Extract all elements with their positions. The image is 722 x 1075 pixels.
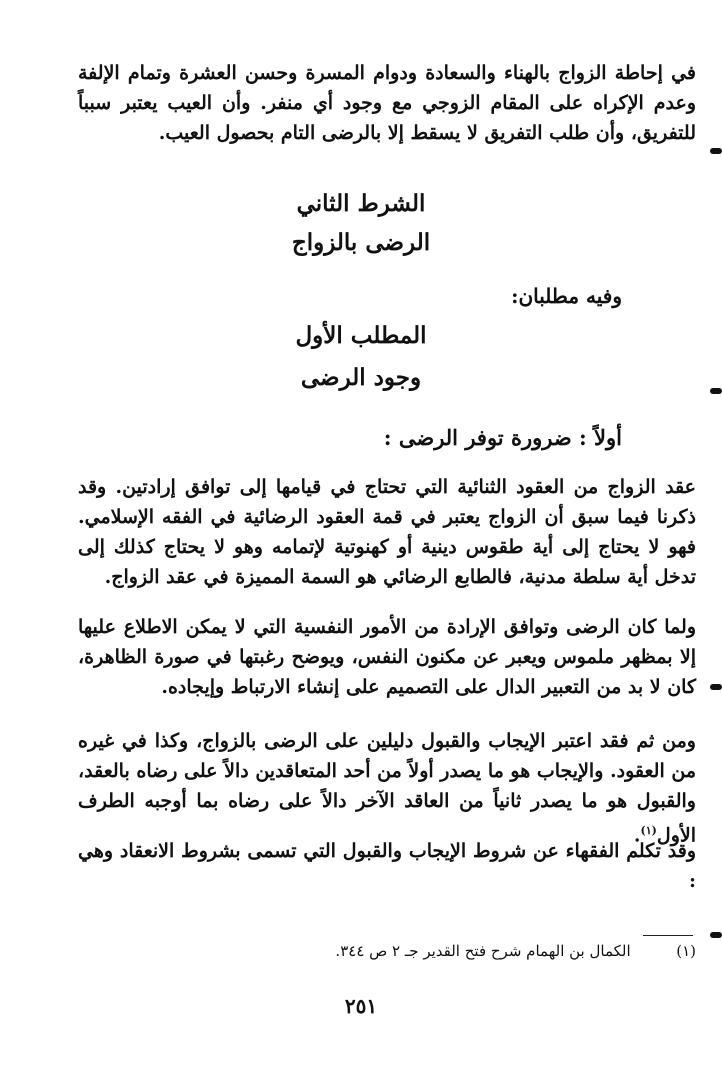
section-title: المطلب الأول xyxy=(295,322,427,349)
footnote-text: الكمال بن الهمام شرح فتح القدير جـ ٢ ص ٣٤٤. xyxy=(335,942,631,960)
footnote-divider xyxy=(643,935,693,936)
footnote xyxy=(78,942,696,960)
top-paragraph: في إحاطة الزواج بالهناء والسعادة ودوام المسرة وحسن العشرة وتمام الإلفة وعدم الإكراه على المقام الزوجي مع وجود أي منفر. وأن العيب يعتبر سبباً للتفريق، وأن طلب التفريق لا يسقط إلا بالرضى التام بحصول العيب. xyxy=(78,62,696,144)
paragraph-3: ومن ثم فقد اعتبر الإيجاب والقبول دليلين على الرضى بالزواج، وكذا في غيره من العقود. والإيجاب هو ما يصدر أولاً من أحد المتعاقدين دالاً على رضاه بالعقد، والقبول هو ما يصدر ثانياً من العاقد الآخر دالاً على رضاه بما أوجبه الطرف الأول$^{(١)}$. xyxy=(78,730,696,847)
sections-label: وفيه مطلبان: xyxy=(511,284,622,308)
edge-mark xyxy=(710,388,722,394)
paragraph-3-block xyxy=(78,726,696,850)
condition-title: الشرط الثاني xyxy=(296,190,426,217)
edge-mark xyxy=(710,148,722,154)
section-subtitle: وجود الرضى xyxy=(300,364,422,391)
paragraph-1: عقد الزواج من العقود الثنائية التي تحتاج في قيامها إلى توافق إرادتين. وقد ذكرنا فيما سبق أن الزواج يعتبر في قمة العقود الرضائية في الفقه الإسلامي. فهو لا يحتاج إلى أية طقوس دينية أو كهنوتية لإتمامه وهو لا يحتاج كذلك إلى تدخل أية سلطة مدنية، فالطابع الرضائي هو السمة المميزة في عقد الزواج. xyxy=(78,476,696,588)
footnote-number: (١) xyxy=(676,942,696,960)
paragraph-2-block xyxy=(78,612,696,702)
edge-mark xyxy=(710,932,722,938)
condition-subtitle: الرضى بالزواج xyxy=(291,229,431,256)
first-point-heading: أولاً : ضرورة توفر الرضى : xyxy=(383,425,622,450)
paragraph-3-text: ومن ثم فقد اعتبر الإيجاب والقبول دليلين على الرضى بالزواج، وكذا في غيره من العقود. والإيجاب هو ما يصدر أولاً من أحد المتعاقدين دالاً على رضاه بالعقد، والقبول هو ما يصدر ثانياً من العاقد الآخر دالاً على رضاه بما أوجبه الطرف الأول xyxy=(78,730,696,847)
top-paragraph-block xyxy=(78,58,696,148)
paragraph-2: ولما كان الرضى وتوافق الإرادة من الأمور النفسية التي لا يمكن الاطلاع عليها إلا بمظهر ملموس ويعبر عن مكنون النفس، ويوضح رغبتها في صورة الظاهرة، كان لا بد من التعبير الدال على التصميم على إنشاء الارتباط وإيجاده. xyxy=(78,616,696,698)
paragraph-4-block xyxy=(78,836,696,896)
page-number: ٢٥١ xyxy=(344,994,378,1018)
footnote-reference: (١) xyxy=(640,824,657,837)
paragraph-1-block xyxy=(78,472,696,592)
edge-mark xyxy=(710,684,722,690)
paragraph-4: وقد تكلم الفقهاء عن شروط الإيجاب والقبول التي تسمى بشروط الانعقاد وهي : xyxy=(78,840,696,892)
